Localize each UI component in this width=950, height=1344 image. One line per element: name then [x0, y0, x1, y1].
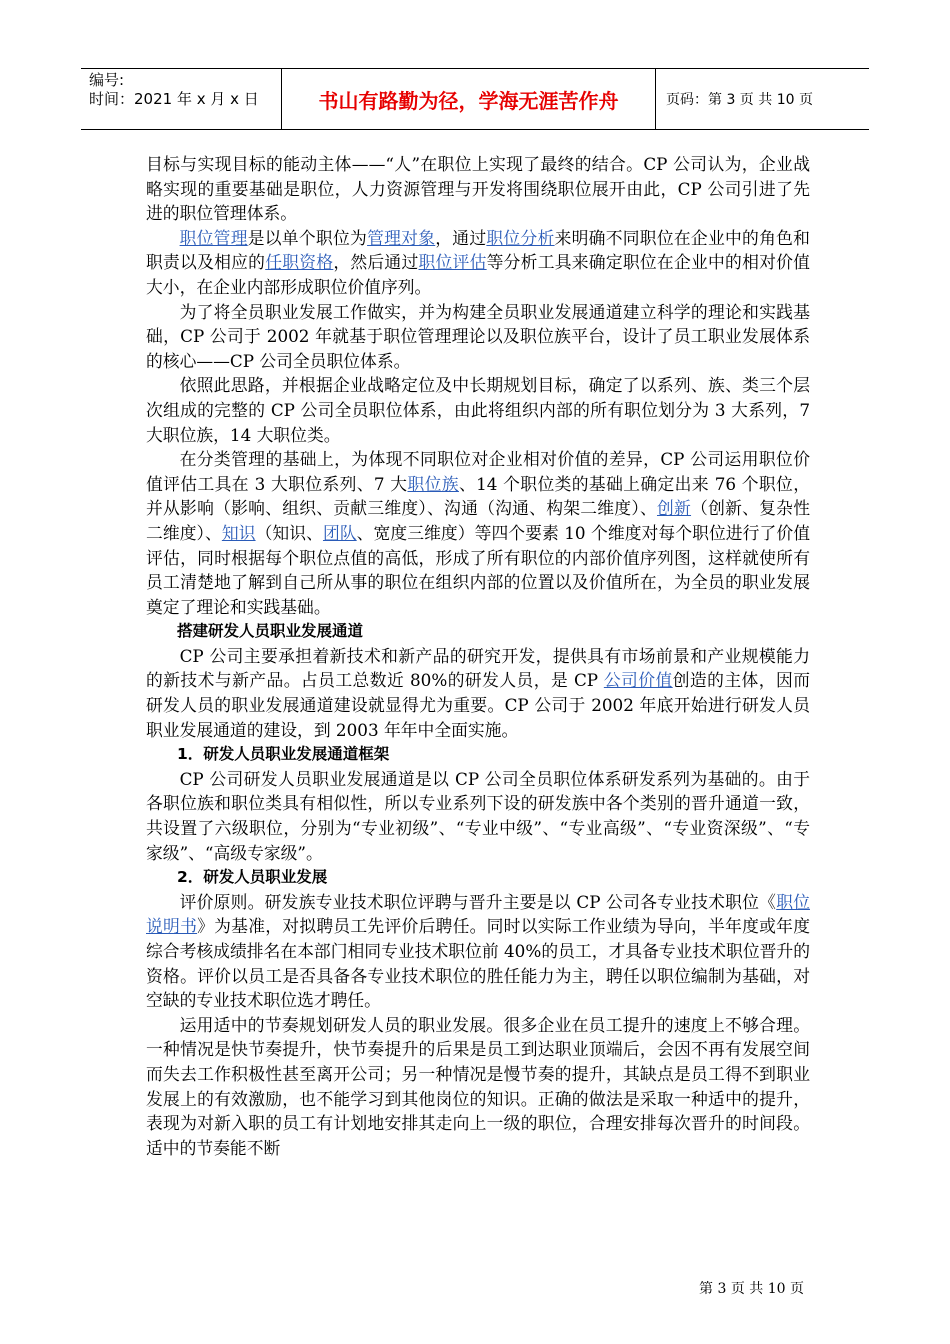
paragraph: 依照此思路，并根据企业战略定位及中长期规划目标，确定了以系列、族、类三个层次组成的完整的 CP 公司全员职位体系，由此将组织内部的所有职位划分为 3 大系列，7 大职位族，14 大职位类。: [146, 375, 810, 445]
section-heading: 2．研发人员职业发展: [177, 868, 328, 887]
paragraph: 评价原则。研发族专业技术职位评聘与晋升主要是以 CP 公司各专业技术职位《职位说明书》为基准，对拟聘员工先评价后聘任。同时以实际工作业绩为导向，半年度或年度综合考核成绩排名在本部门相同专业技术职位前 40%的员工，才具备专业技术职位晋升的资格。评价以员工是否具备各专业技术职位的胜任能力为主，聘任以职位编制为基础，对空缺的专业技术职位选才聘任。: [146, 891, 810, 1011]
link-job-management[interactable]: 职位管理: [179, 227, 248, 248]
header-page-info: 页码：第 3 页 共 10 页: [666, 92, 813, 108]
link-job-analysis[interactable]: 职位分析: [486, 227, 555, 248]
link-job-evaluation[interactable]: 职位评估: [418, 252, 487, 273]
header-meta: [81, 69, 282, 129]
document-body: [146, 152, 810, 1160]
paragraph: 目标与实现目标的能动主体——“人”在职位上实现了最终的结合。CP 公司认为，企业战略实现的重要基础是职位，人力资源管理与开发将围绕职位展开由此，CP 公司引进了先进的职位管理体系。: [146, 154, 810, 224]
page-footer: 第 3 页 共 10 页: [699, 1281, 804, 1297]
serial-label: 编号:: [89, 71, 125, 89]
link-management-object[interactable]: 管理对象: [367, 227, 436, 248]
paragraph: 职位管理是以单个职位为管理对象，通过职位分析来明确不同职位在企业中的角色和职责以及相应的任职资格，然后通过职位评估等分析工具来确定职位在企业中的相对价值大小，在企业内部形成职位价值序列。: [146, 227, 810, 297]
section-heading: 1．研发人员职业发展通道框架: [177, 745, 390, 764]
link-company-value[interactable]: 公司价值: [603, 670, 673, 691]
link-job-family[interactable]: 职位族: [407, 473, 459, 494]
time-label: 时间：2021 年 x 月 x 日: [89, 90, 259, 108]
page-header: [81, 68, 869, 130]
paragraph: CP 公司主要承担着新技术和新产品的研究开发，提供具有市场前景和产业规模能力的新技术与新产品。占员工总数近 80%的研发人员，是 CP 公司价值创造的主体，因而研发人员的职业发展通道建设就显得尤为重要。CP 公司于 2002 年底开始进行研发人员职业发展通道的建设，到 2003 年年中全面实施。: [146, 645, 810, 740]
link-job-description[interactable]: 职位说明书: [146, 891, 810, 937]
link-knowledge[interactable]: 知识: [221, 522, 256, 543]
paragraph: 为了将全员职业发展工作做实，并为构建全员职业发展通道建立科学的理论和实践基础，CP 公司于 2002 年就基于职位管理理论以及职位族平台，设计了员工职业发展体系的核心——CP 公司全员职位体系。: [146, 301, 810, 371]
header-motto: 书山有路勤为径，学海无涯苦作舟: [282, 69, 656, 129]
link-qualification[interactable]: 任职资格: [265, 252, 334, 273]
link-team[interactable]: 团队: [322, 522, 357, 543]
paragraph: 运用适中的节奏规划研发人员的职业发展。很多企业在员工提升的速度上不够合理。一种情况是快节奏提升，快节奏提升的后果是员工到达职业顶端后，会因不再有发展空间而失去工作积极性甚至离开公司；另一种情况是慢节奏的提升，其缺点是员工得不到职业发展上的有效激励，也不能学习到其他岗位的知识。正确的做法是采取一种适中的提升，表现为对新入职的员工有计划地安排其走向上一级的职位，合理安排每次晋升的时间段。适中的节奏能不断: [146, 1014, 810, 1158]
paragraph: CP 公司研发人员职业发展通道是以 CP 公司全员职位体系研发系列为基础的。由于各职位族和职位类具有相似性，所以专业系列下设的研发族中各个类别的晋升通道一致，共设置了六级职位，分别为“专业初级”、“专业中级”、“专业高级”、“专业资深级”、“专家级”、“高级专家级”。: [146, 768, 810, 863]
paragraph: 在分类管理的基础上，为体现不同职位对企业相对价值的差异，CP 公司运用职位价值评估工具在 3 大职位系列、7 大职位族、14 个职位类的基础上确定出来 76 个职位，并从影响（影响、组织、贡献三维度）、沟通（沟通、构架二维度）、创新（创新、复杂性二维度）、知识（知识、团队、宽度三维度）等四个要素 10 个维度对每个职位进行了价值评估，同时根据每个职位点值的高低，形成了所有职位的内部价值序列图，这样就使所有员工清楚地了解到自己所从事的职位在组织内部的位置以及价值所在，为全员的职业发展奠定了理论和实践基础。: [146, 449, 810, 617]
section-heading: 搭建研发人员职业发展通道: [177, 622, 364, 641]
link-innovation[interactable]: 创新: [656, 498, 692, 519]
